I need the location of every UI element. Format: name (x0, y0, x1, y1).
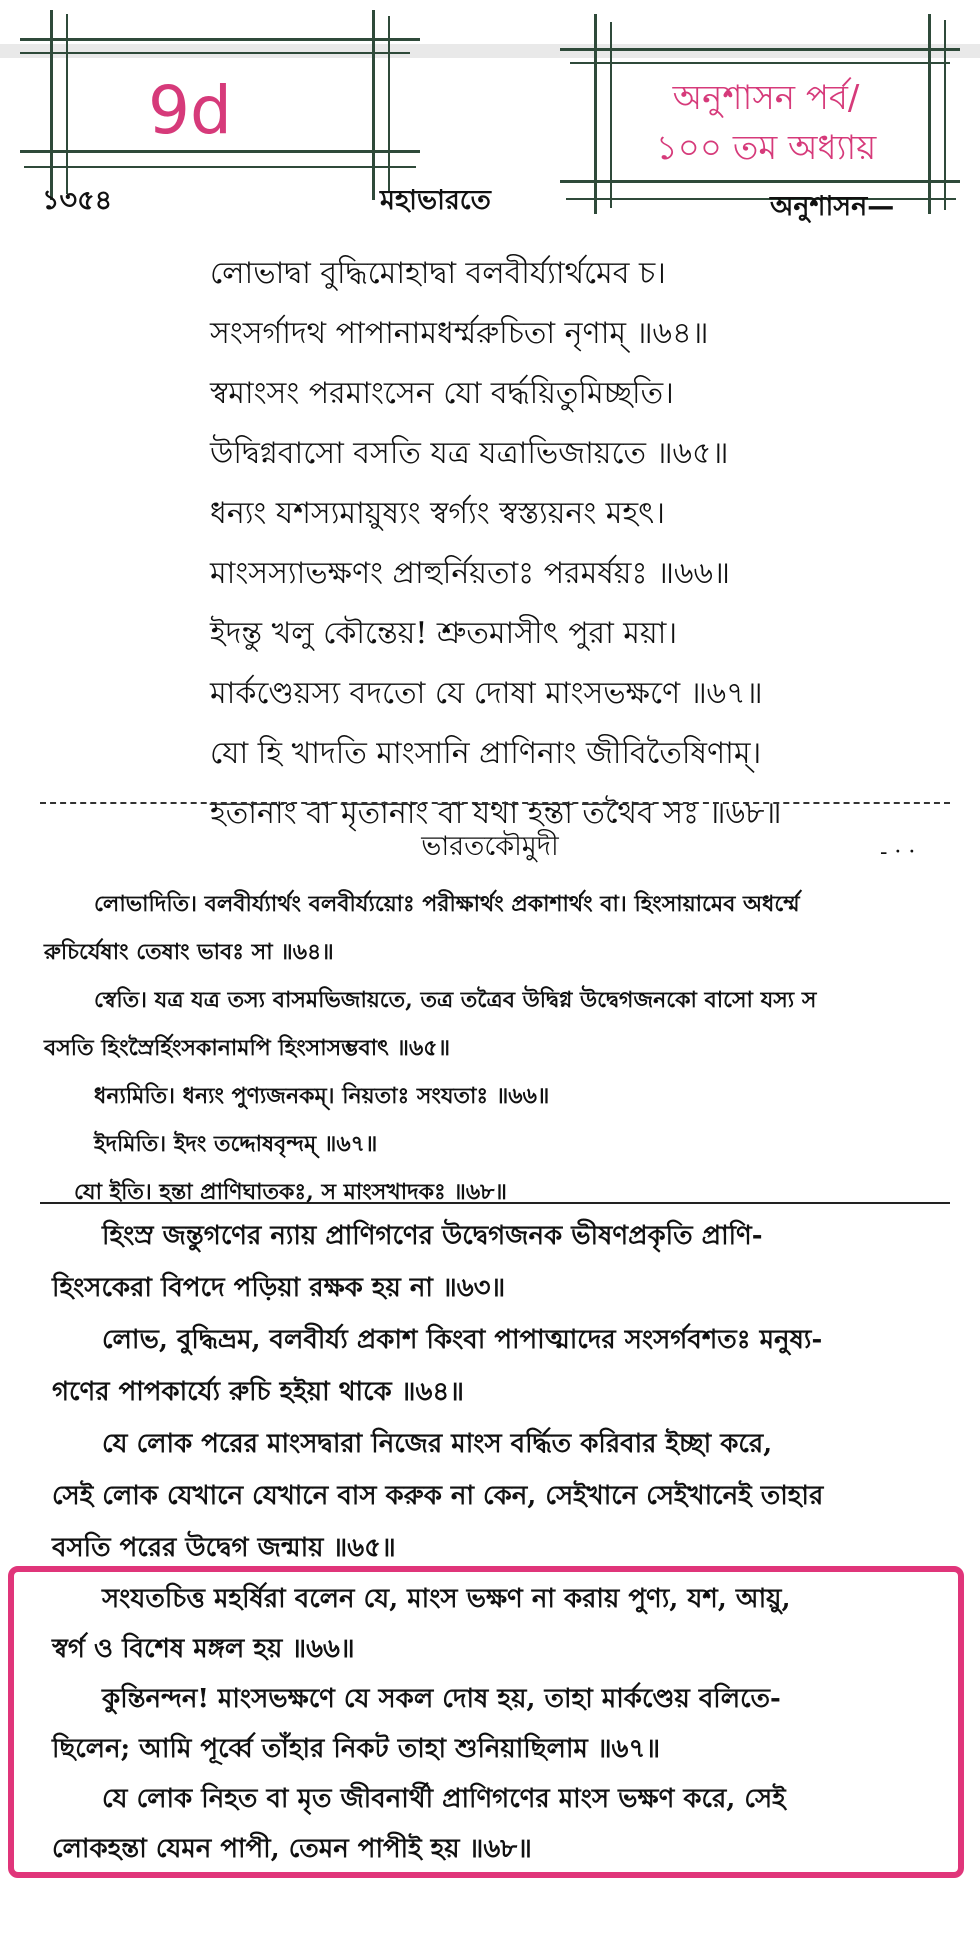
highlighted-line: ছিলেন; আমি পূর্ব্বে তাঁহার নিকট তাহা শুনিয়াছিলাম ॥৬৭॥ (52, 1734, 661, 1764)
verse-line: সংসর্গাদথ পাপানামধর্ম্মরুচিতা নৃণাম্ ॥৬৪॥ (210, 316, 709, 351)
chapter-tag-box (20, 10, 420, 200)
section-title: অনুশাসন— (770, 191, 895, 222)
highlighted-line: স্বর্গ ও বিশেষ মঙ্গল হয় ॥৬৬॥ (52, 1634, 355, 1664)
dots-mark: - · · (880, 840, 916, 865)
commentary-block (44, 880, 944, 1216)
highlighted-line: লোকহন্তা যেমন পাপী, তেমন পাপীই হয় ॥৬৮॥ (52, 1834, 532, 1864)
highlighted-line: কুন্তিনন্দন! মাংসভক্ষণে যে সকল দোষ হয়, তাহা মার্কণ্ডেয় বলিতে- (102, 1684, 781, 1714)
verse-line: উদ্বিগ্নবাসো বসতি যত্র যত্রাভিজায়তে ॥৬৫॥ (210, 436, 729, 471)
translation-line: গণের পাপকার্য্যে রুচি হইয়া থাকে ॥৬৪॥ (52, 1377, 464, 1407)
commentary-line: লোভাদিতি। বলবীর্য্যার্থং বলবীর্য্যয়োঃ পরীক্ষার্থং প্রকাশার্থং বা। হিংসায়ামেব অধর্ম্মে (94, 891, 800, 917)
verse-line: যো হি খাদতি মাংসানি প্রাণিনাং জীবিতৈষিণাম্। (210, 736, 762, 771)
verse-line: ধন্যং যশস্যমায়ুষ্যং স্বর্গ্যং স্বস্ত্যয়নং মহৎ। (210, 496, 665, 531)
translation-line: যে লোক পরের মাংসদ্বারা নিজের মাংস বৰ্দ্ধিত করিবার ইচ্ছা করে, (102, 1429, 773, 1459)
highlighted-line: যে লোক নিহত বা মৃত জীবনার্থী প্রাণিগণের মাংস ভক্ষণ করে, সেই (102, 1784, 786, 1814)
highlighted-line: সংযতচিত্ত মহর্ষিরা বলেন যে, মাংস ভক্ষণ না করায় পুণ্য, যশ, আয়ু, (102, 1584, 791, 1614)
verse-line: মাংসস্যাভক্ষণং প্রাহুর্নিয়তাঃ পরমর্ষয়ঃ ॥৬৬॥ (210, 556, 730, 591)
commentary-line: বসতি হিংস্রৈর্হিংসকানামপি হিংসাসম্ভবাৎ ॥৬৫॥ (44, 1035, 451, 1061)
divider-dashed (40, 802, 950, 804)
section-tag-box (560, 14, 960, 214)
commentary-line: রুচির্যেষাং তেষাং ভাবঃ সা ॥৬৪॥ (44, 939, 334, 965)
verse-line: মার্কণ্ডেয়স্য বদতো যে দোষা মাংসভক্ষণে ॥৬৭॥ (210, 676, 763, 711)
verse-line: লোভাদ্বা বুদ্ধিমোহাদ্বা বলবীর্য্যার্থমেব চ। (210, 256, 666, 291)
page-number: ১৩৫৪ (42, 185, 113, 216)
commentary-title: ভারতকৌমুদী (421, 831, 559, 862)
translation-line: লোভ, বুদ্ধিভ্রম, বলবীর্য্য প্রকাশ কিংবা পাপাত্মাদের সংসর্গবশতঃ মনুষ্য- (102, 1325, 823, 1355)
chapter-tag: 9d (148, 72, 232, 149)
commentary-line: ধন্যমিতি। ধন্যং পুণ্যজনকম্। নিয়তাঃ সংযতাঃ ॥৬৬॥ (94, 1083, 550, 1109)
highlighted-translation (52, 1574, 932, 1874)
translation-line: বসতি পরের উদ্বেগ জন্মায় ॥৬৫॥ (52, 1533, 396, 1563)
section-tag-line1: অনুশাসন পর্ব/ (672, 78, 860, 118)
section-tag-line2: ১০০ তম অধ্যায় (655, 128, 877, 168)
sanskrit-verses (210, 244, 910, 844)
translation-line: হিংসকেরা বিপদে পড়িয়া রক্ষক হয় না ॥৬৩॥ (52, 1273, 506, 1303)
translation-block (52, 1210, 932, 1574)
book-title: মহাভারতে (380, 185, 491, 216)
verse-line: স্বমাংসং পরমাংসেন যো বৰ্দ্ধয়িতুমিচ্ছতি। (210, 376, 674, 411)
translation-line: সেই লোক যেখানে যেখানে বাস করুক না কেন, সেইখানে সেইখানেই তাহার (52, 1481, 824, 1511)
verse-line: ইদন্তু খলু কৌন্তেয়! শ্রুতমাসীৎ পুরা ময়া। (210, 616, 678, 651)
divider-solid (40, 1202, 950, 1204)
verse-line: হতানাং বা মৃতানাং বা যথা হন্তা তথৈব সঃ ॥৬৮॥ (210, 796, 782, 831)
commentary-line: যো ইতি। হন্তা প্রাণিঘাতকঃ, স মাংসখাদকঃ ॥৬৮॥ (74, 1179, 507, 1205)
commentary-line: ইদমিতি। ইদং তদ্দোষবৃন্দম্ ॥৬৭॥ (94, 1131, 378, 1157)
commentary-line: স্বেতি। যত্র যত্র তস্য বাসমভিজায়তে, তত্র তত্রৈব উদ্বিগ্ন উদ্বেগজনকো বাসো যস্য স (94, 987, 817, 1013)
translation-line: হিংস্র জন্তুগণের ন্যায় প্রাণিগণের উদ্বেগজনক ভীষণপ্রকৃতি প্রাণি- (102, 1221, 763, 1251)
